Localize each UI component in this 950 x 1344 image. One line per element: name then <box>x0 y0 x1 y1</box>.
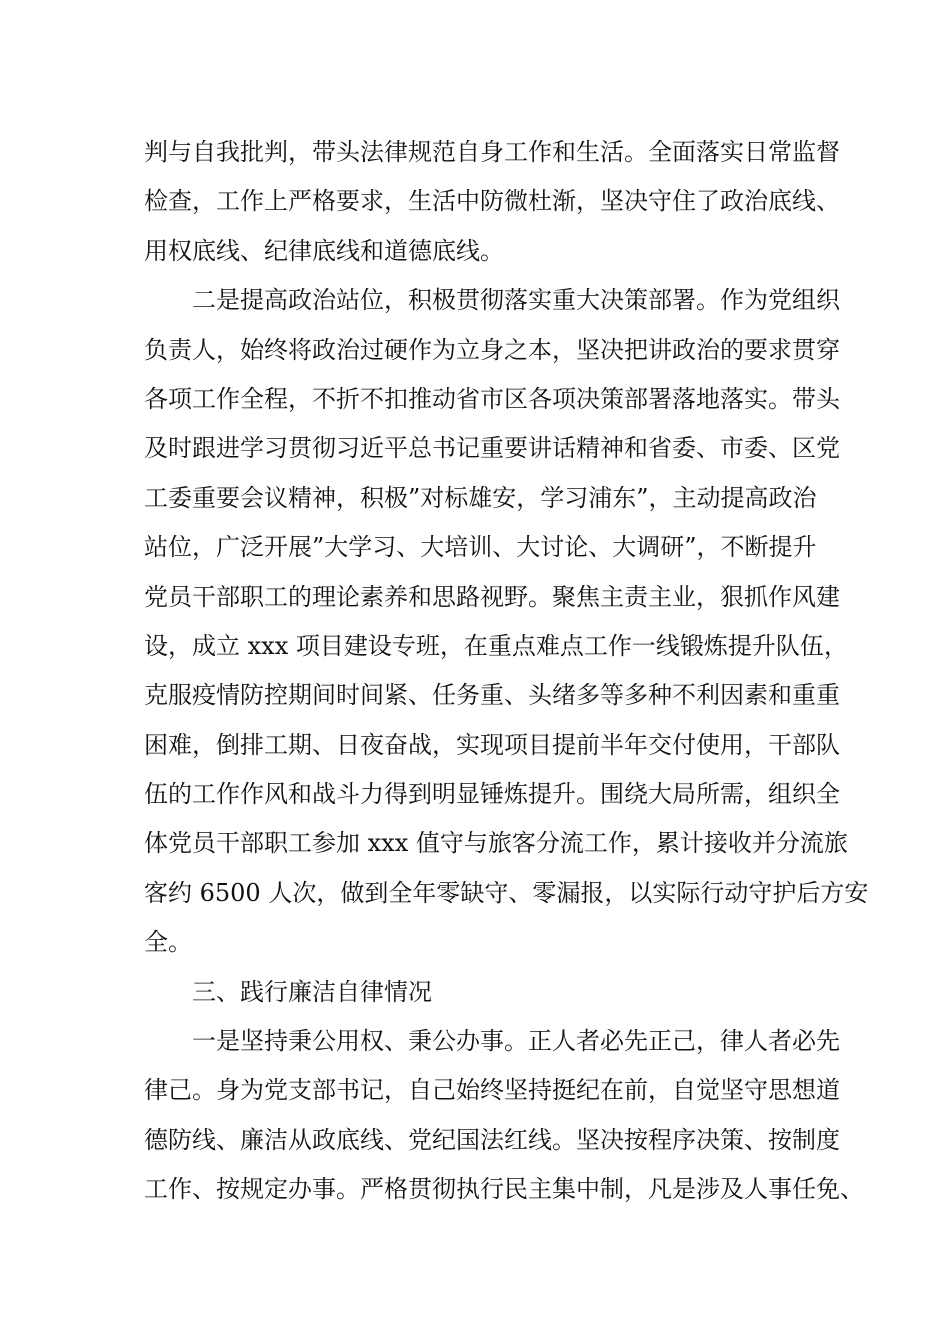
text-line: 负责人，始终将政治过硬作为立身之本，坚决把讲政治的要求贯穿 <box>144 335 840 364</box>
text-line: 各项工作全程，不折不扣推动省市区各项决策部署落地落实。带头 <box>144 384 840 413</box>
text-line: 二是提高政治站位，积极贯彻落实重大决策部署。作为党组织 <box>192 286 840 315</box>
text-line: 克服疫情防控期间时间紧、任务重、头绪多等多种不利因素和重重 <box>144 681 840 710</box>
text-line: 检查，工作上严格要求，生活中防微杜渐，坚决守住了政治底线、 <box>144 187 840 216</box>
text-line: 及时跟进学习贯彻习近平总书记重要讲话精神和省委、市委、区党 <box>144 434 840 463</box>
text-line: 律己。身为党支部书记，自己始终坚持挺纪在前，自觉坚守思想道 <box>144 1076 840 1105</box>
text-line: 全。 <box>144 928 192 957</box>
text-line: 工作、按规定办事。严格贯彻执行民主集中制，凡是涉及人事任免、 <box>144 1175 864 1204</box>
text-line: 站位，广泛开展”大学习、大培训、大讨论、大调研”，不断提升 <box>144 533 817 562</box>
text-line: 体党员干部职工参加 xxx 值守与旅客分流工作，累计接收并分流旅 <box>144 829 848 858</box>
text-line: 用权底线、纪律底线和道德底线。 <box>144 236 504 265</box>
text-line: 设，成立 xxx 项目建设专班，在重点难点工作一线锻炼提升队伍， <box>144 631 848 660</box>
text-line: 德防线、廉洁从政底线、党纪国法红线。坚决按程序决策、按制度 <box>144 1125 840 1154</box>
text-line: 一是坚持秉公用权、秉公办事。正人者必先正己，律人者必先 <box>192 1027 840 1056</box>
document-body <box>144 128 869 1215</box>
text-line: 伍的工作作风和战斗力得到明显锤炼提升。围绕大局所需，组织全 <box>144 780 840 809</box>
text-line: 客约 6500 人次，做到全年零缺守、零漏报，以实际行动守护后方安 <box>144 878 869 907</box>
text-line: 工委重要会议精神，积极”对标雄安，学习浦东”，主动提高政治 <box>144 483 817 512</box>
section-heading: 三、践行廉洁自律情况 <box>192 977 432 1006</box>
text-line: 判与自我批判，带头法律规范自身工作和生活。全面落实日常监督 <box>144 138 840 166</box>
text-line: 党员干部职工的理论素养和思路视野。聚焦主责主业，狠抓作风建 <box>144 582 840 611</box>
text-line: 困难，倒排工期、日夜奋战，实现项目提前半年交付使用，干部队 <box>144 730 840 759</box>
